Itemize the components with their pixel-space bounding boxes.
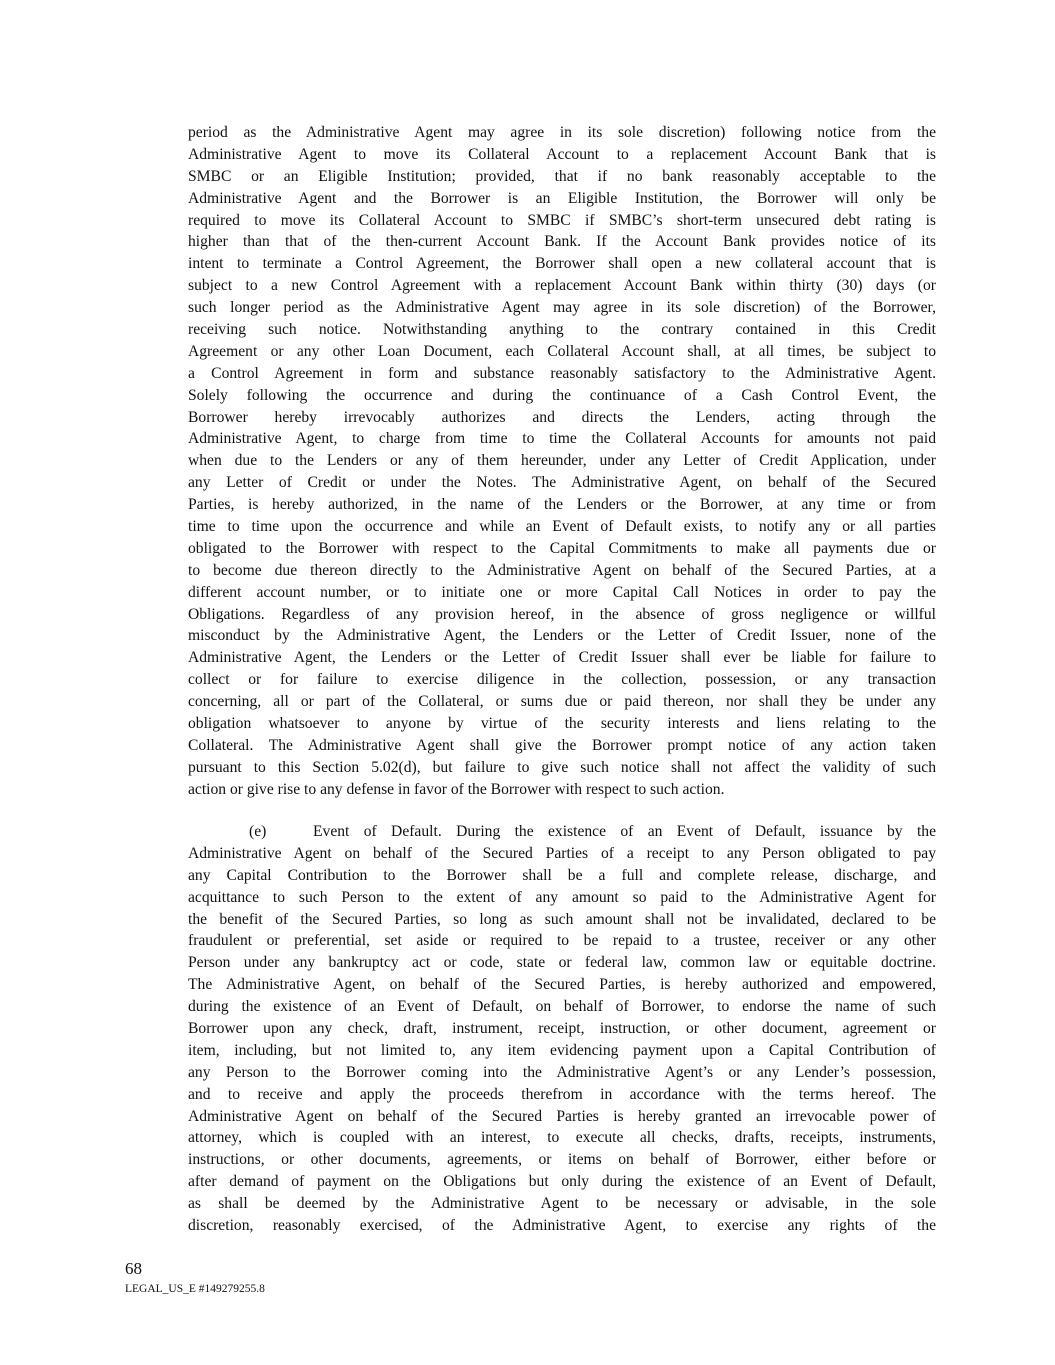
text-line: Person under any bankruptcy act or code, state or federal law, common law or equitable doctrine. xyxy=(188,954,936,972)
section-label: (e) xyxy=(249,823,267,840)
text-line: action or give rise to any defense in favor of the Borrower with respect to such action. xyxy=(188,780,725,798)
text-line: time to time upon the occurrence and while an Event of Default exists, to notify any or all parties xyxy=(188,518,936,536)
text-line xyxy=(188,821,936,843)
text-line: any Capital Contribution to the Borrower shall be a full and complete release, discharge, and xyxy=(188,866,936,884)
text-line: intent to terminate a Control Agreement, the Borrower shall open a new collateral account that is xyxy=(188,255,936,273)
text-line: collect or for failure to exercise diligence in the collection, possession, or any transaction xyxy=(188,671,936,689)
text-line: higher than that of the then-current Account Bank. If the Account Bank provides notice of its xyxy=(188,233,936,251)
text-line: Borrower upon any check, draft, instrument, receipt, instruction, or other document, agreement or xyxy=(188,1020,936,1038)
text-line: Administrative Agent, the Lenders or the Letter of Credit Issuer shall ever be liable for failure to xyxy=(188,649,936,667)
text-line: any Letter of Credit or under the Notes. The Administrative Agent, on behalf of the Secured xyxy=(188,474,936,492)
text-line: Administrative Agent on behalf of the Secured Parties of a receipt to any Person obligated to pay xyxy=(188,844,936,862)
text-line: different account number, or to initiate one or more Capital Call Notices in order to pay the xyxy=(188,583,936,601)
text-line: concerning, all or part of the Collateral, or sums due or paid thereon, nor shall they be under any xyxy=(188,693,936,711)
text-line: period as the Administrative Agent may agree in its sole discretion) following notice from the xyxy=(188,124,936,141)
text-line: fraudulent or preferential, set aside or required to be repaid to a trustee, receiver or any other xyxy=(188,932,936,950)
text-line: instructions, or other documents, agreements, or items on behalf of Borrower, either before or xyxy=(188,1151,936,1169)
text-line: Administrative Agent and the Borrower is an Eligible Institution, the Borrower will only be xyxy=(188,189,936,207)
text-line: acquittance to such Person to the extent of any amount so paid to the Administrative Agent for xyxy=(188,888,936,906)
text-line: obligated to the Borrower with respect to the Capital Commitments to make all payments due or xyxy=(188,539,936,557)
text-line-content: Event of Default. During the existence of an Event of Default, issuance by the xyxy=(313,823,936,840)
text-line: misconduct by the Administrative Agent, the Lenders or the Letter of Credit Issuer, none of the xyxy=(188,627,936,645)
text-line: Parties, is hereby authorized, in the name of the Lenders or the Borrower, at any time or from xyxy=(188,496,936,514)
page-number: 68 xyxy=(125,1259,142,1278)
text-line: Administrative Agent, to charge from time to time the Collateral Accounts for amounts not paid xyxy=(188,430,936,448)
text-line: to become due thereon directly to the Administrative Agent on behalf of the Secured Parties, at a xyxy=(188,561,936,579)
text-line: a Control Agreement in form and substance reasonably satisfactory to the Administrative Agent. xyxy=(188,364,936,382)
text-line: Administrative Agent on behalf of the Secured Parties is hereby granted an irrevocable power of xyxy=(188,1107,936,1125)
text-line: The Administrative Agent, on behalf of the Secured Parties, is hereby authorized and empowered, xyxy=(188,976,936,994)
text-line: receiving such notice. Notwithstanding anything to the contrary contained in this Credit xyxy=(188,321,936,339)
text-line: discretion, reasonably exercised, of the Administrative Agent, to exercise any rights of the xyxy=(188,1217,936,1235)
text-line: obligation whatsoever to anyone by virtue of the security interests and liens relating to the xyxy=(188,715,936,733)
text-line: attorney, which is coupled with an interest, to execute all checks, drafts, receipts, instruments, xyxy=(188,1129,936,1147)
text-line: any Person to the Borrower coming into the Administrative Agent’s or any Lender’s possession, xyxy=(188,1063,936,1081)
text-line: Solely following the occurrence and during the continuance of a Cash Control Event, the xyxy=(188,386,936,404)
text-line: the benefit of the Secured Parties, so long as such amount shall not be invalidated, declared to be xyxy=(188,910,936,928)
text-line: Agreement or any other Loan Document, each Collateral Account shall, at all times, be subject to xyxy=(188,342,936,360)
text-line: after demand of payment on the Obligations but only during the existence of an Event of Default, xyxy=(188,1173,936,1191)
document-id: LEGAL_US_E #149279255.8 xyxy=(125,1283,265,1295)
text-line: when due to the Lenders or any of them hereunder, under any Letter of Credit Application, under xyxy=(188,452,936,470)
text-line: SMBC or an Eligible Institution; provided, that if no bank reasonably acceptable to the xyxy=(188,167,936,185)
text-line: pursuant to this Section 5.02(d), but failure to give such notice shall not affect the validity of such xyxy=(188,758,936,776)
text-line: as shall be deemed by the Administrative Agent to be necessary or advisable, in the sole xyxy=(188,1195,936,1213)
text-line: required to move its Collateral Account to SMBC if SMBC’s short-term unsecured debt rating is xyxy=(188,211,936,229)
text-line: and to receive and apply the proceeds therefrom in accordance with the terms hereof. The xyxy=(188,1085,936,1103)
paragraph-collateral-accounts xyxy=(188,122,936,801)
text-line: Administrative Agent to move its Collateral Account to a replacement Account Bank that is xyxy=(188,145,936,163)
text-line: Obligations. Regardless of any provision hereof, in the absence of gross negligence or willful xyxy=(188,605,936,623)
text-line: such longer period as the Administrative Agent may agree in its sole discretion) of the Borrower, xyxy=(188,299,936,317)
text-line: item, including, but not limited to, any item evidencing payment upon a Capital Contribution of xyxy=(188,1041,936,1059)
text-line: subject to a new Control Agreement with a replacement Account Bank within thirty (30) days (or xyxy=(188,277,936,295)
text-line: Collateral. The Administrative Agent shall give the Borrower prompt notice of any action taken xyxy=(188,736,936,754)
paragraph-event-of-default xyxy=(188,821,936,1237)
text-line: during the existence of an Event of Default, on behalf of Borrower, to endorse the name of such xyxy=(188,998,936,1016)
text-line: Borrower hereby irrevocably authorizes and directs the Lenders, acting through the xyxy=(188,408,936,426)
